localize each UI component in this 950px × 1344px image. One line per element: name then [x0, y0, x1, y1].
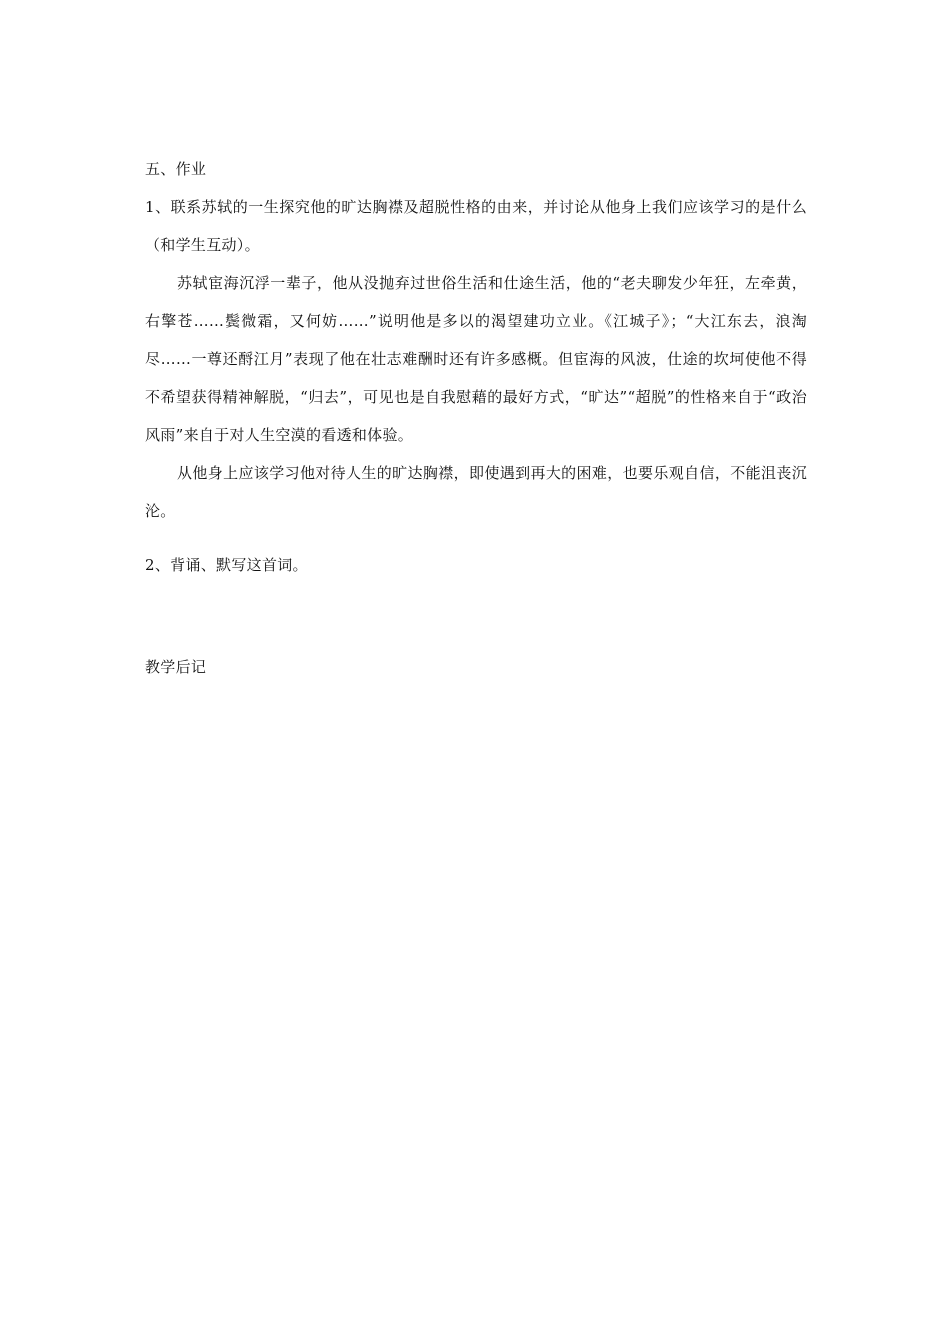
postscript-heading: 教学后记	[145, 658, 207, 676]
homework-item-1-answer-paragraph-2: 从他身上应该学习他对待人生的旷达胸襟，即使遇到再大的困难，也要乐观自信，不能沮丧沉沦。	[145, 464, 807, 520]
homework-item-1-question: 1、联系苏轼的一生探究他的旷达胸襟及超脱性格的由来，并讨论从他身上我们应该学习的是什么（和学生互动）。	[145, 198, 807, 254]
section-heading: 五、作业	[145, 160, 207, 178]
spacer	[145, 530, 807, 546]
homework-item-1-answer-paragraph-1: 苏轼宦海沉浮一辈子，他从没抛弃过世俗生活和仕途生活，他的“老夫聊发少年狂，左牵黄，右擎苍……鬓微霜，又何妨……”说明他是多以的渴望建功立业。《江城子》；“大江东去，浪淘尽……一尊还酹江月”表现了他在壮志难酬时还有许多感概。但宦海的风波，仕途的坎坷使他不得不希望获得精神解脱，“归去”，可见也是自我慰藉的最好方式，“旷达”“超脱”的性格来自于“政治风雨”来自于对人生空漠的看透和体验。	[145, 274, 807, 444]
document-body	[145, 150, 807, 686]
spacer	[145, 584, 807, 648]
homework-item-2: 2、背诵、默写这首词。	[145, 556, 308, 574]
